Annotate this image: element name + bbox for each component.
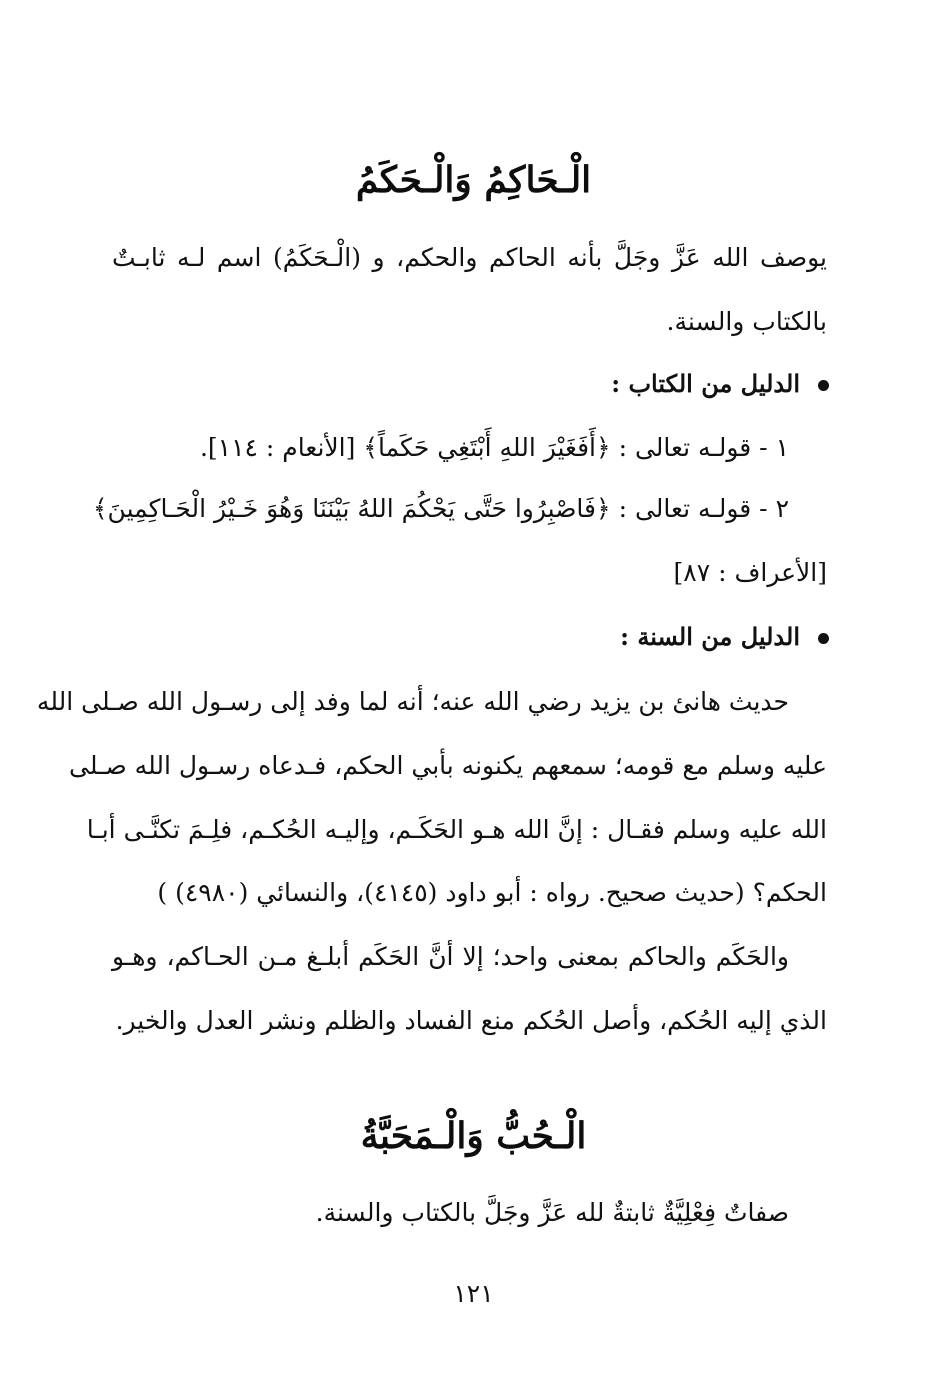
sunnah-evidence-heading: [620, 617, 829, 657]
bullet-icon: [818, 380, 829, 391]
closing-line-2: الذي إليه الحُكم، وأصل الحُكم منع الفساد والظلم ونشر العدل والخير.: [115, 1006, 827, 1035]
bullet-icon: [818, 633, 829, 644]
intro-line-1: يوصف الله عَزَّ وجَلَّ بأنه الحاكم والحكم، و (الْـحَكَمُ) اسم لـه ثابـتٌ: [112, 243, 827, 272]
hadith-line-4: الحكم؟ (حديث صحيح. رواه : أبو داود (٤١٤٥)، والنسائي (٤٩٨٠) ): [157, 878, 827, 907]
hadith-line-3: الله عليه وسلم فقـال : إنَّ الله هـو الحَكَـم، وإليـه الحُكـم، فلِـمَ تكنَّـى أبـا: [86, 815, 827, 844]
page-number: ١٢١: [453, 1279, 494, 1308]
quran-evidence-label: الدليل من الكتاب :: [611, 369, 800, 398]
verse-2: ٢ - قولـه تعالى : ﴿فَاصْبِرُوا حَتَّى يَحْكُمَ اللهُ بَيْنَنَا وَهُوَ خَـيْرُ الْحَـاكِمِينَ﴾: [92, 494, 789, 523]
sunnah-evidence-label: الدليل من السنة :: [620, 622, 800, 651]
section-title-hubb-mahabba: الْـحُبُّ وَالْـمَحَبَّةُ: [360, 1115, 587, 1157]
intro-line-2: بالكتاب والسنة.: [666, 307, 827, 336]
verse-1: ١ - قولـه تعالى : ﴿أَفَغَيْرَ اللهِ أَبْتَغِي حَكَماً﴾ [الأنعام : ١١٤].: [199, 433, 789, 462]
section2-intro-line: صفاتٌ فِعْلِيَّةٌ ثابتةٌ لله عَزَّ وجَلَّ بالكتاب والسنة.: [315, 1198, 789, 1227]
verse-2-reference: [الأعراف : ٨٧]: [673, 558, 827, 587]
quran-evidence-heading: [611, 364, 829, 404]
hadith-line-2: عليه وسلم مع قومه؛ سمعهم يكنونه بأبي الحكم، فـدعاه رسـول الله صـلى: [69, 751, 827, 780]
closing-line-1: والحَكَم والحاكم بمعنى واحد؛ إلا أنَّ الحَكَم أبلـغ مـن الحـاكم، وهـو: [112, 942, 789, 971]
section-title-hakim-hakam: الْـحَاكِمُ وَالْـحَكَمُ: [355, 159, 592, 201]
hadith-line-1: حديث هانئ بن يزيد رضي الله عنه؛ أنه لما وفد إلى رسـول الله صـلى الله: [36, 687, 789, 716]
